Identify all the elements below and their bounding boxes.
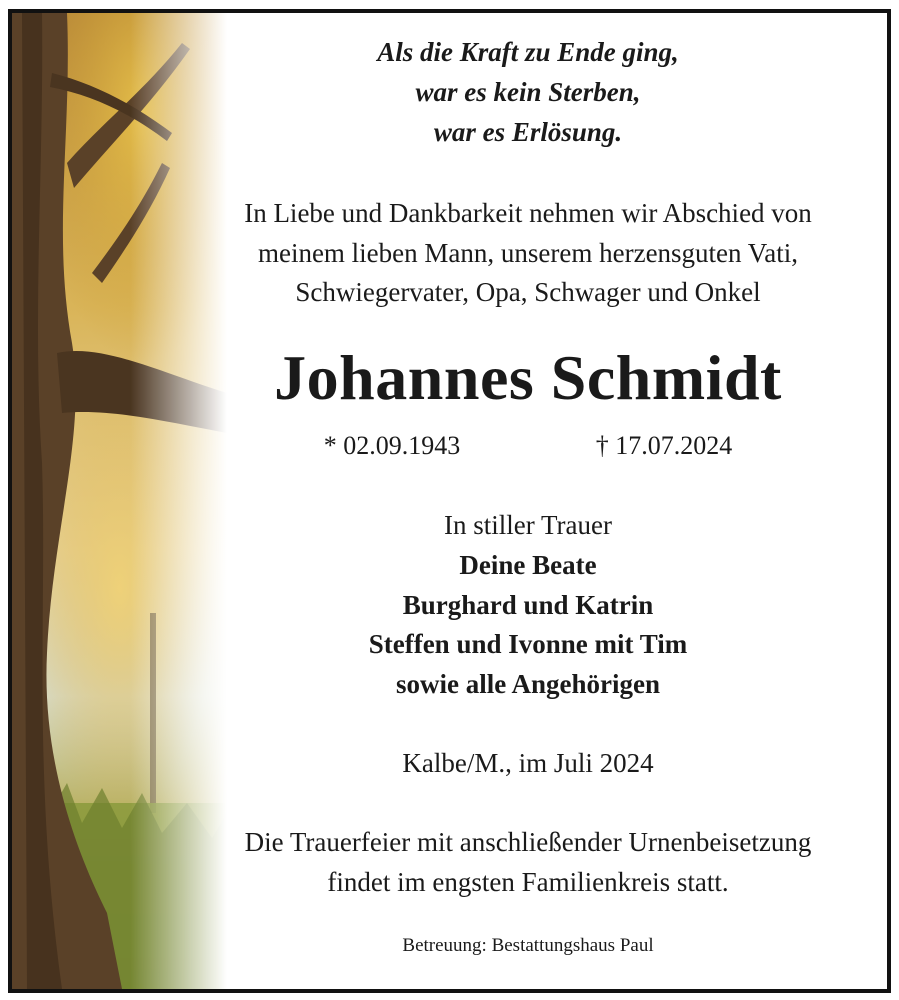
quote-line-2: war es kein Sterben, [415, 77, 641, 107]
deceased-name: Johannes Schmidt [274, 342, 782, 413]
intro-line-3: Schwiegervater, Opa, Schwager und Onkel [295, 277, 761, 307]
funeral-home-credit: Betreuung: Bestattungshaus Paul [402, 935, 654, 956]
mourner-name: Deine Beate [459, 550, 597, 580]
mourner-name: sowie alle Angehörigen [396, 669, 660, 699]
ceremony-line-2: findet im engsten Familienkreis statt. [327, 867, 729, 897]
ceremony-line-1: Die Trauerfeier mit anschließender Urnenbeisetzung [244, 827, 812, 857]
quote-line-3: war es Erlösung. [433, 117, 623, 147]
birth-date: * 02.09.1943 [323, 431, 461, 460]
intro-line-2: meinem lieben Mann, unserem herzensguten Vati, [257, 238, 799, 268]
mourner-name: Steffen und Ivonne mit Tim [368, 629, 688, 659]
intro-line-1: In Liebe und Dankbarkeit nehmen wir Abschied von [244, 198, 812, 228]
notice-text [12, 13, 887, 989]
obituary-notice [8, 9, 891, 993]
quote-line-1: Als die Kraft zu Ende ging, [377, 37, 679, 67]
mourner-name: Burghard und Katrin [402, 590, 654, 620]
place-date: Kalbe/M., im Juli 2024 [402, 748, 654, 778]
death-date: † 17.07.2024 [595, 431, 733, 460]
mourners-heading: In stiller Trauer [444, 510, 612, 540]
